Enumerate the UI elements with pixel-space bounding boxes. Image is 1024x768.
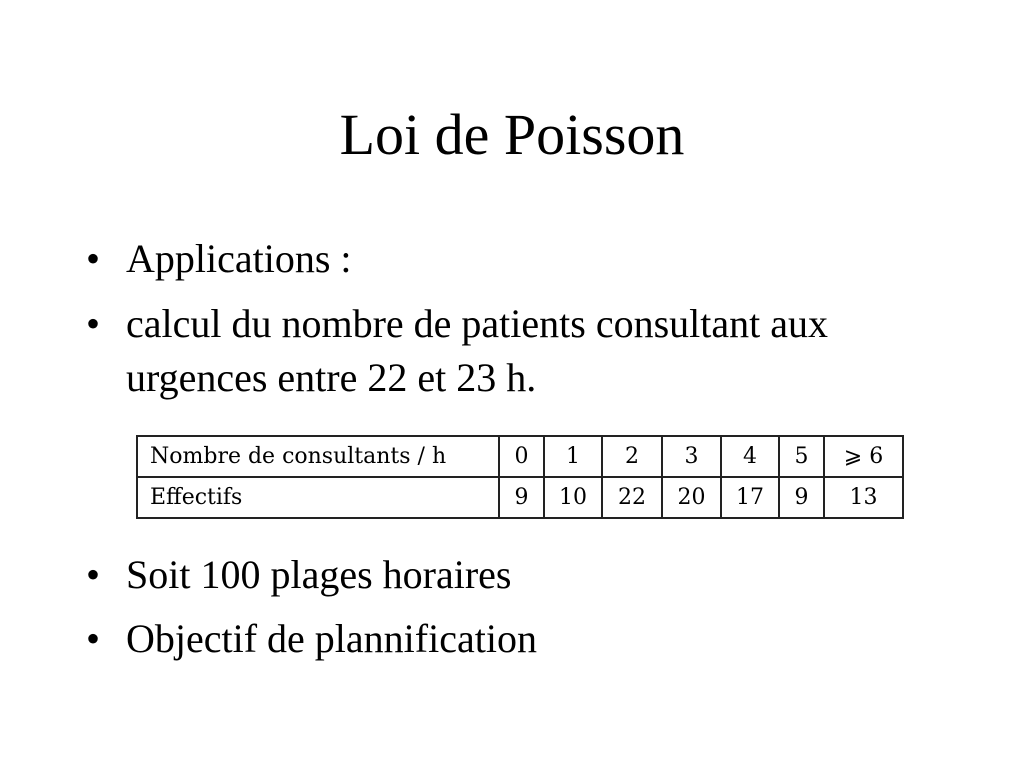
bullet-item-calcul — [86, 297, 946, 405]
table-header-cell: ⩾ 6 — [824, 436, 903, 477]
table-header-cell: 5 — [779, 436, 824, 477]
table-cell: 9 — [779, 477, 824, 518]
table-cell: 10 — [544, 477, 602, 518]
table-cell: 22 — [602, 477, 662, 518]
bullet-item-plages — [86, 548, 946, 602]
table-cell: 13 — [824, 477, 903, 518]
bullet-dot-icon: • — [86, 616, 101, 661]
bullet-dot-icon: • — [86, 236, 101, 281]
table-cell: 17 — [721, 477, 779, 518]
bullet-item-applications — [86, 232, 946, 286]
table-row-effectifs — [137, 477, 903, 518]
table-cell: 9 — [499, 477, 544, 518]
bullet-item-objectif — [86, 612, 946, 666]
table-header-cell: 0 — [499, 436, 544, 477]
bullet-dot-icon: • — [86, 552, 101, 597]
bullet-text: Objectif de plannification — [126, 616, 537, 661]
bullet-text: calcul du nombre de patients consultant aux urgences entre 22 et 23 h. — [126, 301, 829, 400]
slide-title: Loi de Poisson — [339, 102, 685, 167]
table-cell: 20 — [662, 477, 721, 518]
table-header-cell: 2 — [602, 436, 662, 477]
table-row-header — [137, 436, 903, 477]
bullet-text: Soit 100 plages horaires — [126, 552, 512, 597]
table-header-label: Nombre de consultants / h — [137, 436, 499, 477]
frequency-table — [136, 435, 904, 519]
table-header-cell: 4 — [721, 436, 779, 477]
bullet-dot-icon: • — [86, 301, 101, 346]
frequency-table-container — [136, 435, 902, 517]
bullet-text: Applications : — [126, 236, 352, 281]
table-row-label: Effectifs — [137, 477, 499, 518]
table-header-cell: 1 — [544, 436, 602, 477]
table-header-cell: 3 — [662, 436, 721, 477]
